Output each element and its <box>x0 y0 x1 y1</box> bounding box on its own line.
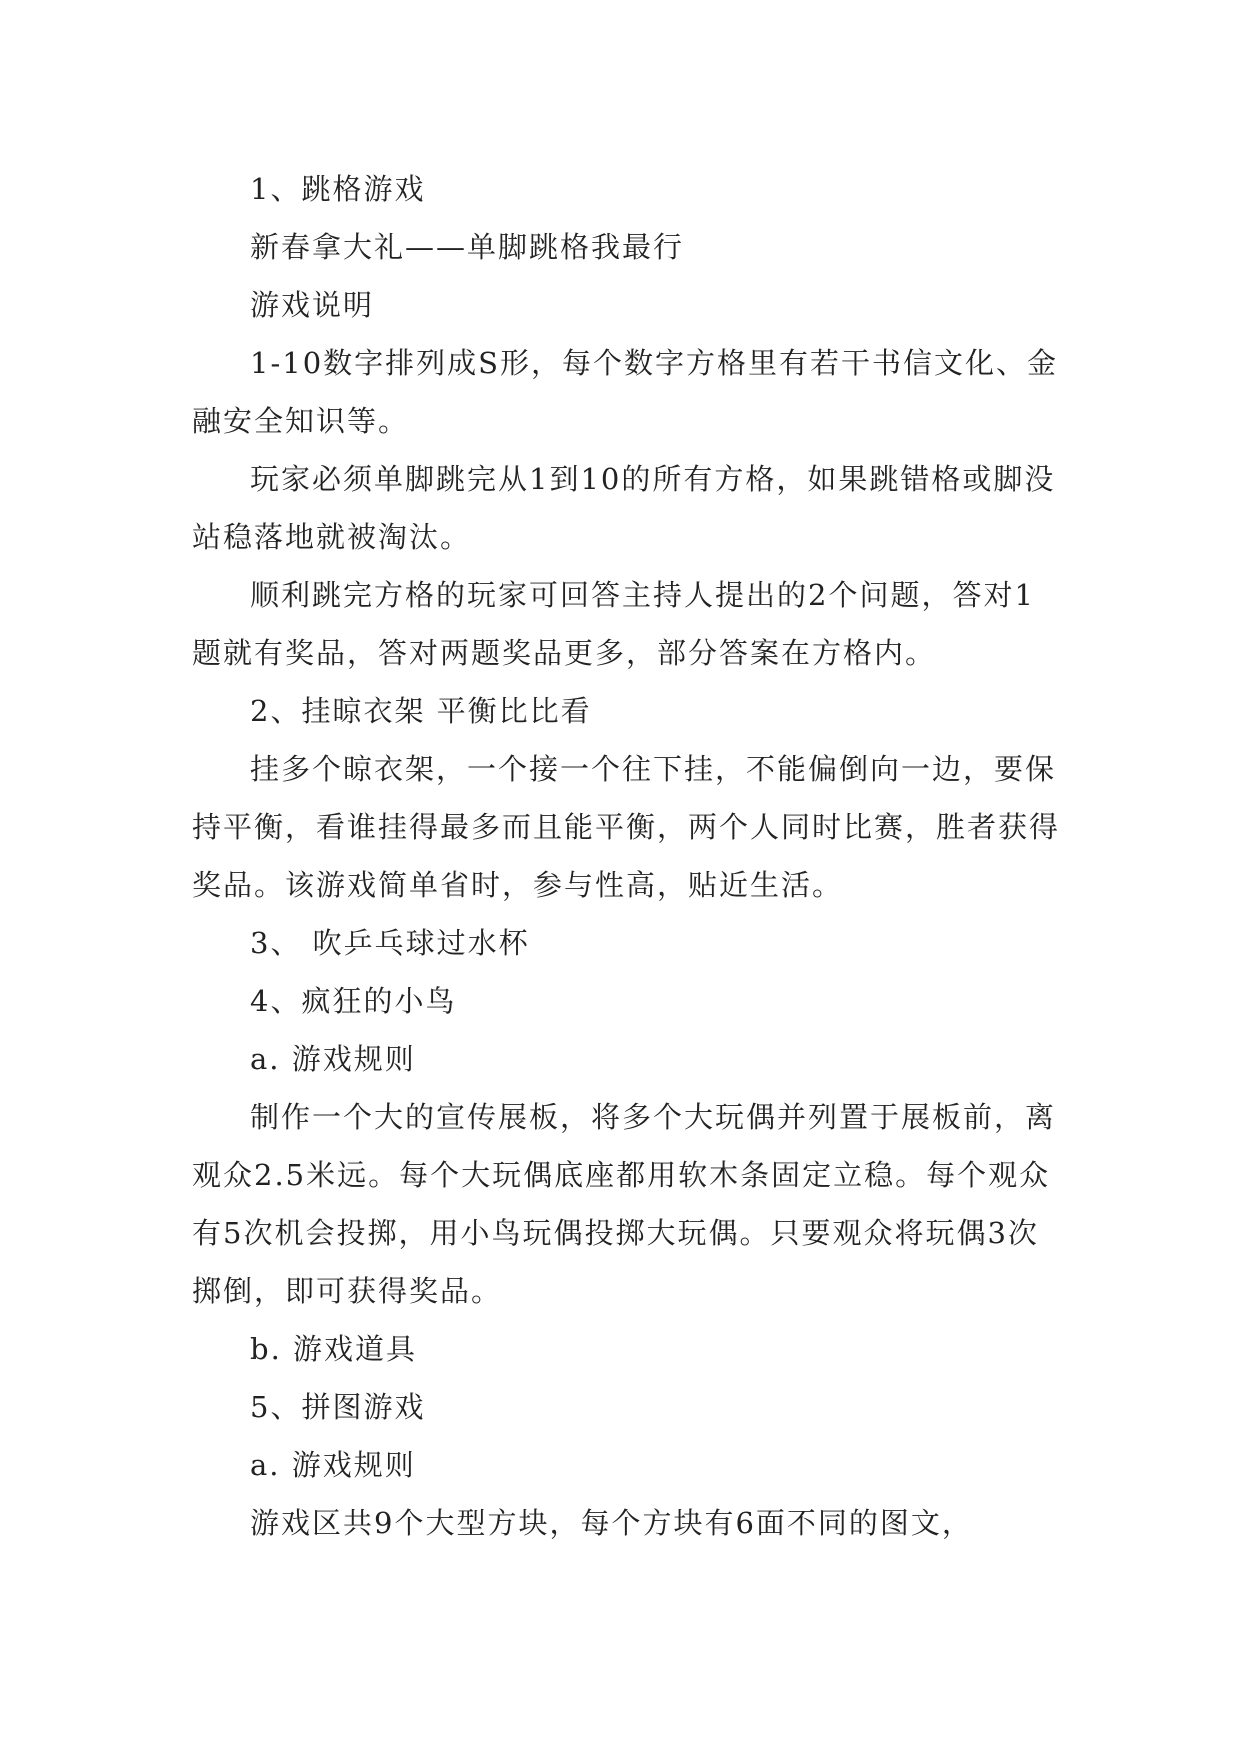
label-birds-rules: a. 游戏规则 <box>250 1042 416 1076</box>
label-game-instructions: 游戏说明 <box>250 288 375 322</box>
subtitle-jump-grid: 新春拿大礼——单脚跳格我最行 <box>250 230 685 264</box>
label-puzzle-rules: a. 游戏规则 <box>250 1448 416 1482</box>
heading-ping-pong: 3、 吹乒乓球过水杯 <box>250 926 530 960</box>
heading-jump-grid-game: 1、跳格游戏 <box>250 172 426 206</box>
paragraph-birds-rule: 制作一个大的宣传展板，将多个大玩偶并列置于展板前，离观众2.5米远。每个大玩偶底座都用软木条固定立稳。每个观众有5次机会投掷，用小鸟玩偶投掷大玩偶。只要观众将玩偶3次掷倒，即可获得奖品。 <box>192 1100 1057 1308</box>
heading-angry-birds: 4、疯狂的小鸟 <box>250 984 457 1018</box>
label-birds-props: b. 游戏道具 <box>250 1332 418 1366</box>
paragraph-jump-rule: 玩家必须单脚跳完从1到10的所有方格，如果跳错格或脚没站稳落地就被淘汰。 <box>192 462 1056 554</box>
heading-hanger-balance: 2、挂晾衣架 平衡比比看 <box>250 694 592 728</box>
paragraph-hanger-rule: 挂多个晾衣架，一个接一个往下挂，不能偏倒向一边，要保持平衡，看谁挂得最多而且能平衡，两个人同时比赛，胜者获得奖品。该游戏简单省时，参与性高，贴近生活。 <box>192 752 1061 902</box>
paragraph-puzzle-rule: 游戏区共9个大型方块，每个方块有6面不同的图文， <box>250 1506 973 1540</box>
paragraph-grid-layout: 1-10数字排列成S形，每个数字方格里有若干书信文化、金融安全知识等。 <box>192 346 1059 438</box>
paragraph-answer-rule: 顺利跳完方格的玩家可回答主持人提出的2个问题，答对1题就有奖品，答对两题奖品更多，部分答案在方格内。 <box>192 578 1035 670</box>
document-body <box>192 160 1062 1552</box>
heading-puzzle-game: 5、拼图游戏 <box>250 1390 426 1424</box>
